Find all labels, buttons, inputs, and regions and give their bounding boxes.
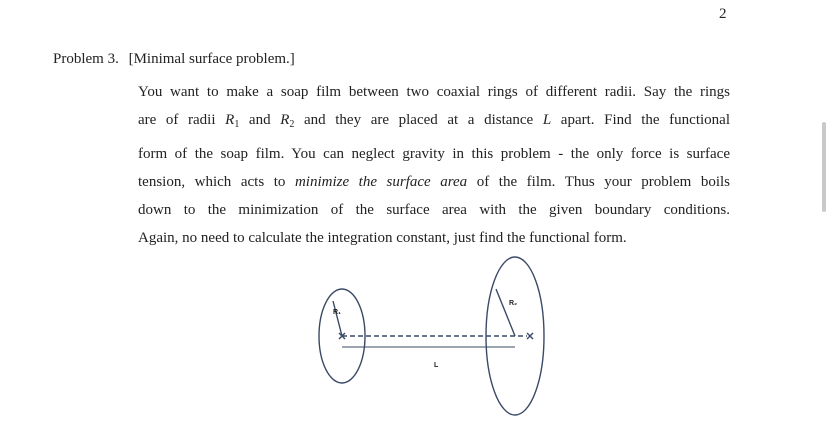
statement-line-5: down to the minimization of the surface area with the given boundary conditions.	[138, 202, 730, 219]
math-l: L	[542, 112, 552, 129]
math-symbol: R	[225, 112, 235, 129]
text-fragment: apart. Find the functional	[551, 112, 730, 129]
text-fragment: tension, which acts to	[138, 173, 295, 190]
text-fragment: of the film. Thus your problem boils	[467, 173, 730, 190]
math-subscript: 2	[289, 119, 295, 131]
text-fragment: and they are placed at a distance	[294, 112, 543, 129]
statement-line-6: Again, no need to calculate the integration constant, just find the functional form.	[138, 230, 627, 247]
label-r1: R₁	[333, 309, 341, 316]
statement-line-4	[138, 168, 730, 196]
text-fragment: are of radii	[138, 112, 226, 129]
math-r2	[280, 112, 295, 131]
statement-line-1: You want to make a soap film between two coaxial rings of different radii. Say the rings	[138, 84, 730, 100]
emphasized-text: minimize the surface area	[294, 173, 468, 190]
math-symbol: R	[280, 112, 290, 129]
radius-2-line	[496, 289, 518, 336]
statement-line-2	[138, 106, 730, 139]
text-fragment: and	[239, 112, 281, 129]
radius-1-line	[333, 301, 342, 336]
statement-line-3: form of the soap film. You can neglect gravity in this problem - the only force is surface	[138, 145, 730, 162]
label-r2: R₂	[509, 300, 518, 307]
soap-film-diagram	[312, 254, 552, 419]
problem-statement	[138, 78, 730, 253]
problem-title: [Minimal surface problem.]	[128, 51, 295, 67]
problem-number: Problem 3.	[53, 51, 119, 67]
label-distance: L	[434, 362, 439, 369]
page-number: 2	[719, 6, 727, 22]
problem-heading	[53, 51, 295, 68]
scrollbar[interactable]	[820, 0, 828, 444]
math-subscript: 1	[234, 119, 240, 131]
math-r1	[225, 112, 240, 131]
scrollbar-thumb[interactable]	[822, 122, 826, 212]
